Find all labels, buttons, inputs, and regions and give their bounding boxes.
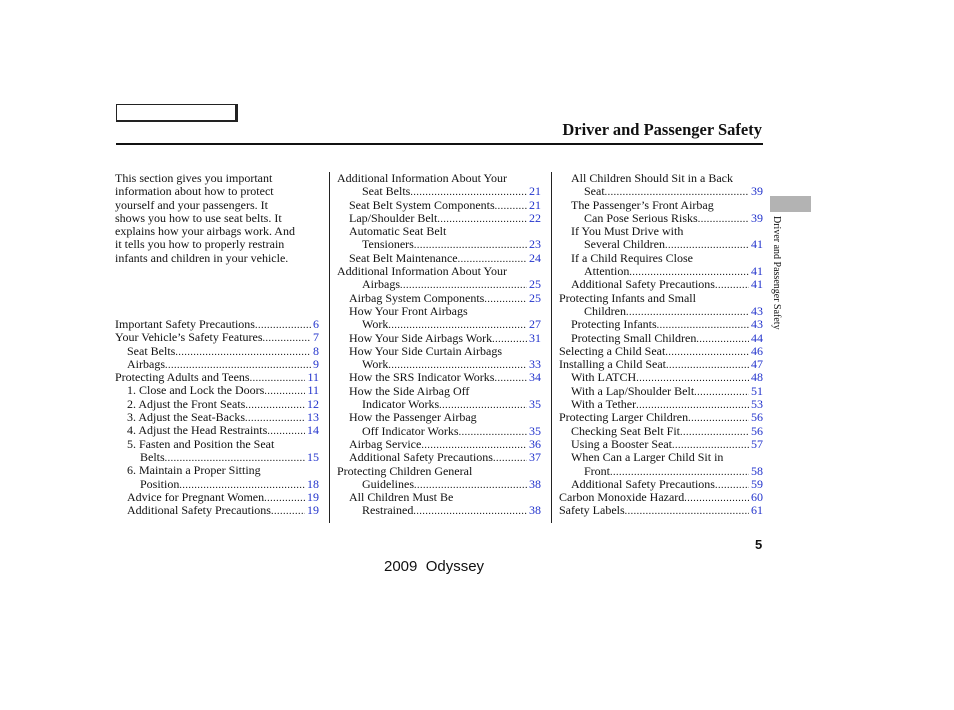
- toc-entry-title: The Passenger’s Front Airbag: [571, 197, 714, 212]
- toc-leader-dots: [665, 346, 749, 359]
- toc-page-link[interactable]: 19: [307, 489, 319, 504]
- toc-entry[interactable]: [559, 345, 763, 358]
- toc-entry[interactable]: [115, 424, 319, 437]
- toc-entry-title: Airbags: [127, 356, 165, 371]
- intro-line: it tells you how to properly restrain: [115, 237, 285, 252]
- toc-leader-dots: [625, 505, 749, 518]
- toc-page-link[interactable]: 35: [529, 423, 541, 438]
- toc-entry-title: How Your Side Curtain Airbags: [349, 343, 503, 358]
- toc-entry[interactable]: [559, 491, 763, 504]
- toc-page-link[interactable]: 41: [751, 264, 763, 279]
- toc-entry-title: How the Passenger Airbag: [349, 410, 477, 425]
- side-section-label: Driver and Passenger Safety: [771, 216, 782, 330]
- toc-leader-dots: [264, 385, 305, 398]
- toc-entry: [337, 225, 541, 238]
- toc-entry-title: Work: [362, 317, 389, 332]
- toc-entry-title: Restrained: [362, 503, 414, 518]
- toc-entry: [337, 385, 541, 398]
- toc-entry: [337, 491, 541, 504]
- heading-rule: [116, 143, 763, 145]
- toc-entry: [115, 464, 319, 477]
- toc-page-link[interactable]: 58: [751, 463, 763, 478]
- toc-page-link[interactable]: 19: [307, 503, 319, 518]
- toc-entry-title: Important Safety Precautions: [115, 317, 255, 331]
- toc-entry[interactable]: [337, 425, 541, 438]
- toc-leader-dots: [680, 426, 749, 439]
- toc-entry[interactable]: [115, 478, 319, 491]
- toc-leader-dots: [684, 492, 749, 505]
- toc-leader-dots: [263, 332, 311, 345]
- toc-entry-title: With LATCH: [571, 370, 637, 385]
- toc-entry[interactable]: [559, 411, 763, 424]
- toc-entry-title: Additional Safety Precautions: [127, 503, 271, 518]
- toc-entry-title: 5. Fasten and Position the Seat: [127, 436, 275, 451]
- toc-page-link[interactable]: 31: [529, 330, 541, 345]
- toc-page-link[interactable]: 38: [529, 503, 541, 518]
- toc-entry: [559, 451, 763, 464]
- toc-entry-title: All Children Should Sit in a Back: [571, 171, 733, 185]
- page-heading: Driver and Passenger Safety: [562, 120, 762, 139]
- toc-entry-title: Additional Safety Precautions: [349, 450, 493, 465]
- toc-page-link[interactable]: 7: [313, 330, 319, 345]
- toc-entry[interactable]: [559, 465, 763, 478]
- toc-page-link[interactable]: 41: [751, 277, 763, 292]
- toc-entry-title: 6. Maintain a Proper Sitting: [127, 463, 261, 478]
- toc-page-link[interactable]: 43: [751, 303, 763, 318]
- toc-entry[interactable]: [559, 318, 763, 331]
- toc-leader-dots: [245, 399, 305, 412]
- toc-page-link[interactable]: 24: [529, 250, 541, 265]
- toc-page-link[interactable]: 25: [529, 277, 541, 292]
- toc-leader-dots: [175, 346, 311, 359]
- toc-entry-title: Seat Belts: [362, 184, 411, 199]
- side-section-tab: [770, 196, 811, 212]
- toc-entry-title: Tensioners: [362, 237, 414, 252]
- toc-leader-dots: [494, 372, 527, 385]
- toc-page-link[interactable]: 13: [307, 410, 319, 425]
- intro-line: shows you how to use seat belts. It: [115, 210, 282, 225]
- toc-page-link[interactable]: 23: [529, 237, 541, 252]
- toc-page-link[interactable]: 25: [529, 290, 541, 305]
- toc-entry[interactable]: [559, 385, 763, 398]
- toc-leader-dots: [698, 213, 749, 226]
- toc-entry: [559, 292, 763, 305]
- toc-page-link[interactable]: 21: [529, 184, 541, 199]
- toc-entry-title: If a Child Requires Close: [571, 250, 693, 265]
- toc-page-link[interactable]: 9: [313, 356, 319, 371]
- toc-entry[interactable]: [559, 438, 763, 451]
- toc-entry-title: Belts: [140, 449, 165, 464]
- toc-entry[interactable]: [559, 185, 763, 198]
- toc-leader-dots: [255, 319, 311, 332]
- toc-entry-title: Front: [584, 463, 611, 478]
- toc-entry[interactable]: [115, 504, 319, 517]
- toc-entry-title: When Can a Larger Child Sit in: [571, 450, 724, 465]
- toc-entry: [337, 345, 541, 358]
- toc-entry-title: Checking Seat Belt Fit: [571, 423, 680, 438]
- toc-entry-title: Children: [584, 303, 626, 318]
- toc-page-link[interactable]: 48: [751, 370, 763, 385]
- toc-page-link[interactable]: 12: [307, 396, 319, 411]
- toc-column-3: [559, 172, 763, 518]
- toc-entry[interactable]: [559, 478, 763, 491]
- toc-leader-dots: [493, 452, 527, 465]
- toc-entry-title: Additional Safety Precautions: [571, 476, 715, 491]
- toc-entry-title: Off Indicator Works: [362, 423, 459, 438]
- toc-entry-title: Selecting a Child Seat: [559, 343, 666, 358]
- toc-entry-title: Protecting Infants and Small: [559, 290, 696, 305]
- toc-page-link[interactable]: 35: [529, 397, 541, 412]
- toc-entry[interactable]: [559, 265, 763, 278]
- toc-entry[interactable]: [559, 305, 763, 318]
- intro-line: explains how your airbags work. And: [115, 224, 295, 239]
- toc-entry-title: Work: [362, 357, 389, 372]
- toc-page-link[interactable]: 53: [751, 397, 763, 412]
- toc-entry[interactable]: [337, 478, 541, 491]
- toc-entry-title: Seat Belts: [127, 343, 176, 358]
- toc-page-link[interactable]: 43: [751, 317, 763, 332]
- toc-page-link[interactable]: 39: [751, 210, 763, 225]
- toc-entry: [559, 199, 763, 212]
- toc-entry[interactable]: [115, 371, 319, 384]
- toc-entry-title: How the SRS Indicator Works: [349, 370, 495, 385]
- toc-entry[interactable]: [337, 504, 541, 517]
- intro-line: This section gives you important: [115, 171, 273, 185]
- toc-entry[interactable]: [115, 491, 319, 504]
- toc-page-link[interactable]: 60: [751, 490, 763, 505]
- toc-entry[interactable]: [337, 278, 541, 291]
- toc-entry: [337, 172, 541, 185]
- toc-entry-title: Additional Information About Your: [337, 264, 507, 279]
- toc-column-1: [115, 318, 319, 517]
- toc-entry: [559, 172, 763, 185]
- toc-page-link[interactable]: 47: [751, 357, 763, 372]
- toc-entry: [337, 305, 541, 318]
- toc-entry: [337, 465, 541, 478]
- toc-entry-title: Attention: [584, 264, 630, 279]
- toc-page-link[interactable]: 21: [529, 197, 541, 212]
- toc-page-link[interactable]: 37: [529, 450, 541, 465]
- toc-leader-dots: [437, 213, 527, 226]
- toc-entry-title: Protecting Infants: [571, 317, 657, 332]
- toc-page-link[interactable]: 8: [313, 343, 319, 358]
- toc-entry: [559, 225, 763, 238]
- toc-entry-title: Seat Belt Maintenance: [349, 250, 458, 265]
- toc-entry-title: Safety Labels: [559, 503, 625, 518]
- toc-page-link[interactable]: 15: [307, 449, 319, 464]
- toc-page-link[interactable]: 6: [313, 317, 319, 331]
- toc-entry-title: Indicator Works: [362, 397, 440, 412]
- toc-page-link[interactable]: 27: [529, 317, 541, 332]
- toc-page-link[interactable]: 11: [307, 383, 319, 398]
- toc-entry-title: If You Must Drive with: [571, 224, 684, 239]
- toc-entry[interactable]: [337, 398, 541, 411]
- intro-line: information about how to protect: [115, 184, 274, 199]
- toc-entry[interactable]: [337, 185, 541, 198]
- toc-entry-title: Several Children: [584, 237, 665, 252]
- toc-entry[interactable]: [337, 451, 541, 464]
- toc-entry-title: Protecting Adults and Teens: [115, 370, 250, 385]
- toc-entry-title: Airbags: [362, 277, 400, 292]
- toc-entry[interactable]: [559, 398, 763, 411]
- toc-entry-title: Protecting Children General: [337, 463, 473, 478]
- toc-entry[interactable]: [115, 398, 319, 411]
- toc-entry[interactable]: [337, 199, 541, 212]
- toc-leader-dots: [666, 359, 749, 372]
- toc-leader-dots: [271, 505, 305, 518]
- toc-entry: [337, 265, 541, 278]
- toc-entry[interactable]: [337, 292, 541, 305]
- toc-entry[interactable]: [115, 318, 319, 331]
- toc-entry[interactable]: [115, 358, 319, 371]
- toc-entry-title: Additional Information About Your: [337, 171, 507, 185]
- toc-page-link[interactable]: 38: [529, 476, 541, 491]
- toc-entry-title: Using a Booster Seat: [571, 436, 672, 451]
- toc-entry: [337, 411, 541, 424]
- toc-entry[interactable]: [559, 371, 763, 384]
- toc-entry[interactable]: [337, 212, 541, 225]
- intro-line: yourself and your passengers. It: [115, 197, 268, 212]
- toc-entry[interactable]: [115, 331, 319, 344]
- toc-entry-title: Seat: [584, 184, 605, 199]
- toc-entry-title: 4. Adjust the Head Restraints: [127, 423, 268, 438]
- toc-entry: [559, 252, 763, 265]
- toc-entry[interactable]: [337, 252, 541, 265]
- toc-entry: [115, 438, 319, 451]
- toc-page-link[interactable]: 57: [751, 436, 763, 451]
- column-divider: [329, 172, 330, 523]
- toc-leader-dots: [696, 333, 749, 346]
- toc-page-link[interactable]: 22: [529, 210, 541, 225]
- toc-entry-title: 3. Adjust the Seat-Backs: [127, 410, 245, 425]
- toc-page-link[interactable]: 56: [751, 410, 763, 425]
- toc-entry[interactable]: [337, 238, 541, 251]
- toc-page-link[interactable]: 61: [751, 503, 763, 518]
- toc-leader-dots: [694, 386, 749, 399]
- toc-entry[interactable]: [337, 332, 541, 345]
- toc-entry-title: Can Pose Serious Risks: [584, 210, 698, 225]
- toc-entry-title: With a Lap/Shoulder Belt: [571, 383, 695, 398]
- toc-page-link[interactable]: 56: [751, 423, 763, 438]
- toc-entry-title: Protecting Larger Children: [559, 410, 689, 425]
- toc-leader-dots: [413, 505, 527, 518]
- toc-page-link[interactable]: 59: [751, 476, 763, 491]
- toc-entry-title: Installing a Child Seat: [559, 357, 666, 372]
- toc-page-link[interactable]: 14: [307, 423, 319, 438]
- toc-entry-title: Carbon Monoxide Hazard: [559, 490, 685, 505]
- toc-page-link[interactable]: 44: [751, 330, 763, 345]
- toc-entry-title: How Your Front Airbags: [349, 303, 468, 318]
- toc-entry-title: All Children Must Be: [349, 490, 454, 505]
- toc-entry-title: Your Vehicle’s Safety Features: [115, 330, 263, 345]
- page-number: 5: [755, 537, 763, 552]
- toc-entry[interactable]: [337, 438, 541, 451]
- toc-entry[interactable]: [559, 278, 763, 291]
- toc-entry-title: How Your Side Airbags Work: [349, 330, 493, 345]
- toc-entry-title: 1. Close and Lock the Doors: [127, 383, 265, 398]
- toc-entry-title: How the Side Airbag Off: [349, 383, 470, 398]
- toc-entry[interactable]: [559, 212, 763, 225]
- toc-page-link[interactable]: 11: [307, 370, 319, 385]
- toc-entry[interactable]: [115, 451, 319, 464]
- toc-page-link[interactable]: 46: [751, 343, 763, 358]
- section-tab-box: [116, 104, 238, 122]
- toc-entry[interactable]: [337, 358, 541, 371]
- toc-page-link[interactable]: 51: [751, 383, 763, 398]
- toc-entry-title: Lap/Shoulder Belt: [349, 210, 438, 225]
- toc-page-link[interactable]: 39: [751, 184, 763, 199]
- toc-entry[interactable]: [559, 358, 763, 371]
- toc-entry-title: Guidelines: [362, 476, 414, 491]
- intro-paragraph: [115, 172, 321, 265]
- footer-title: 2009 Odyssey: [384, 558, 485, 575]
- toc-leader-dots: [688, 412, 749, 425]
- toc-entry[interactable]: [115, 345, 319, 358]
- toc-entry[interactable]: [559, 425, 763, 438]
- toc-entry-title: Advice for Pregnant Women: [127, 489, 265, 504]
- toc-page-link[interactable]: 36: [529, 436, 541, 451]
- toc-leader-dots: [715, 279, 749, 292]
- toc-entry[interactable]: [559, 238, 763, 251]
- toc-entry-title: With a Tether: [571, 397, 637, 412]
- toc-page-link[interactable]: 33: [529, 357, 541, 372]
- toc-entry-title: Airbag System Components: [349, 290, 485, 305]
- toc-entry[interactable]: [115, 411, 319, 424]
- toc-leader-dots: [484, 293, 527, 306]
- toc-entry[interactable]: [559, 332, 763, 345]
- toc-entry-title: Additional Safety Precautions: [571, 277, 715, 292]
- toc-leader-dots: [495, 200, 527, 213]
- toc-entry-title: Position: [140, 476, 180, 491]
- toc-entry[interactable]: [337, 371, 541, 384]
- toc-entry-title: Seat Belt System Components: [349, 197, 495, 212]
- toc-entry[interactable]: [115, 384, 319, 397]
- toc-entry[interactable]: [337, 318, 541, 331]
- toc-entry-title: Airbag Service: [349, 436, 422, 451]
- toc-entry[interactable]: [559, 504, 763, 517]
- toc-leader-dots: [715, 479, 749, 492]
- toc-page-link[interactable]: 41: [751, 237, 763, 252]
- toc-entry-title: Protecting Small Children: [571, 330, 697, 345]
- toc-entry-title: 2. Adjust the Front Seats: [127, 396, 246, 411]
- toc-entry-title: Automatic Seat Belt: [349, 224, 447, 239]
- toc-page-link[interactable]: 18: [307, 476, 319, 491]
- toc-page-link[interactable]: 34: [529, 370, 541, 385]
- column-divider: [551, 172, 552, 523]
- intro-line: infants and children in your vehicle.: [115, 250, 289, 265]
- toc-column-2: [337, 172, 541, 518]
- toc-leader-dots: [459, 426, 527, 439]
